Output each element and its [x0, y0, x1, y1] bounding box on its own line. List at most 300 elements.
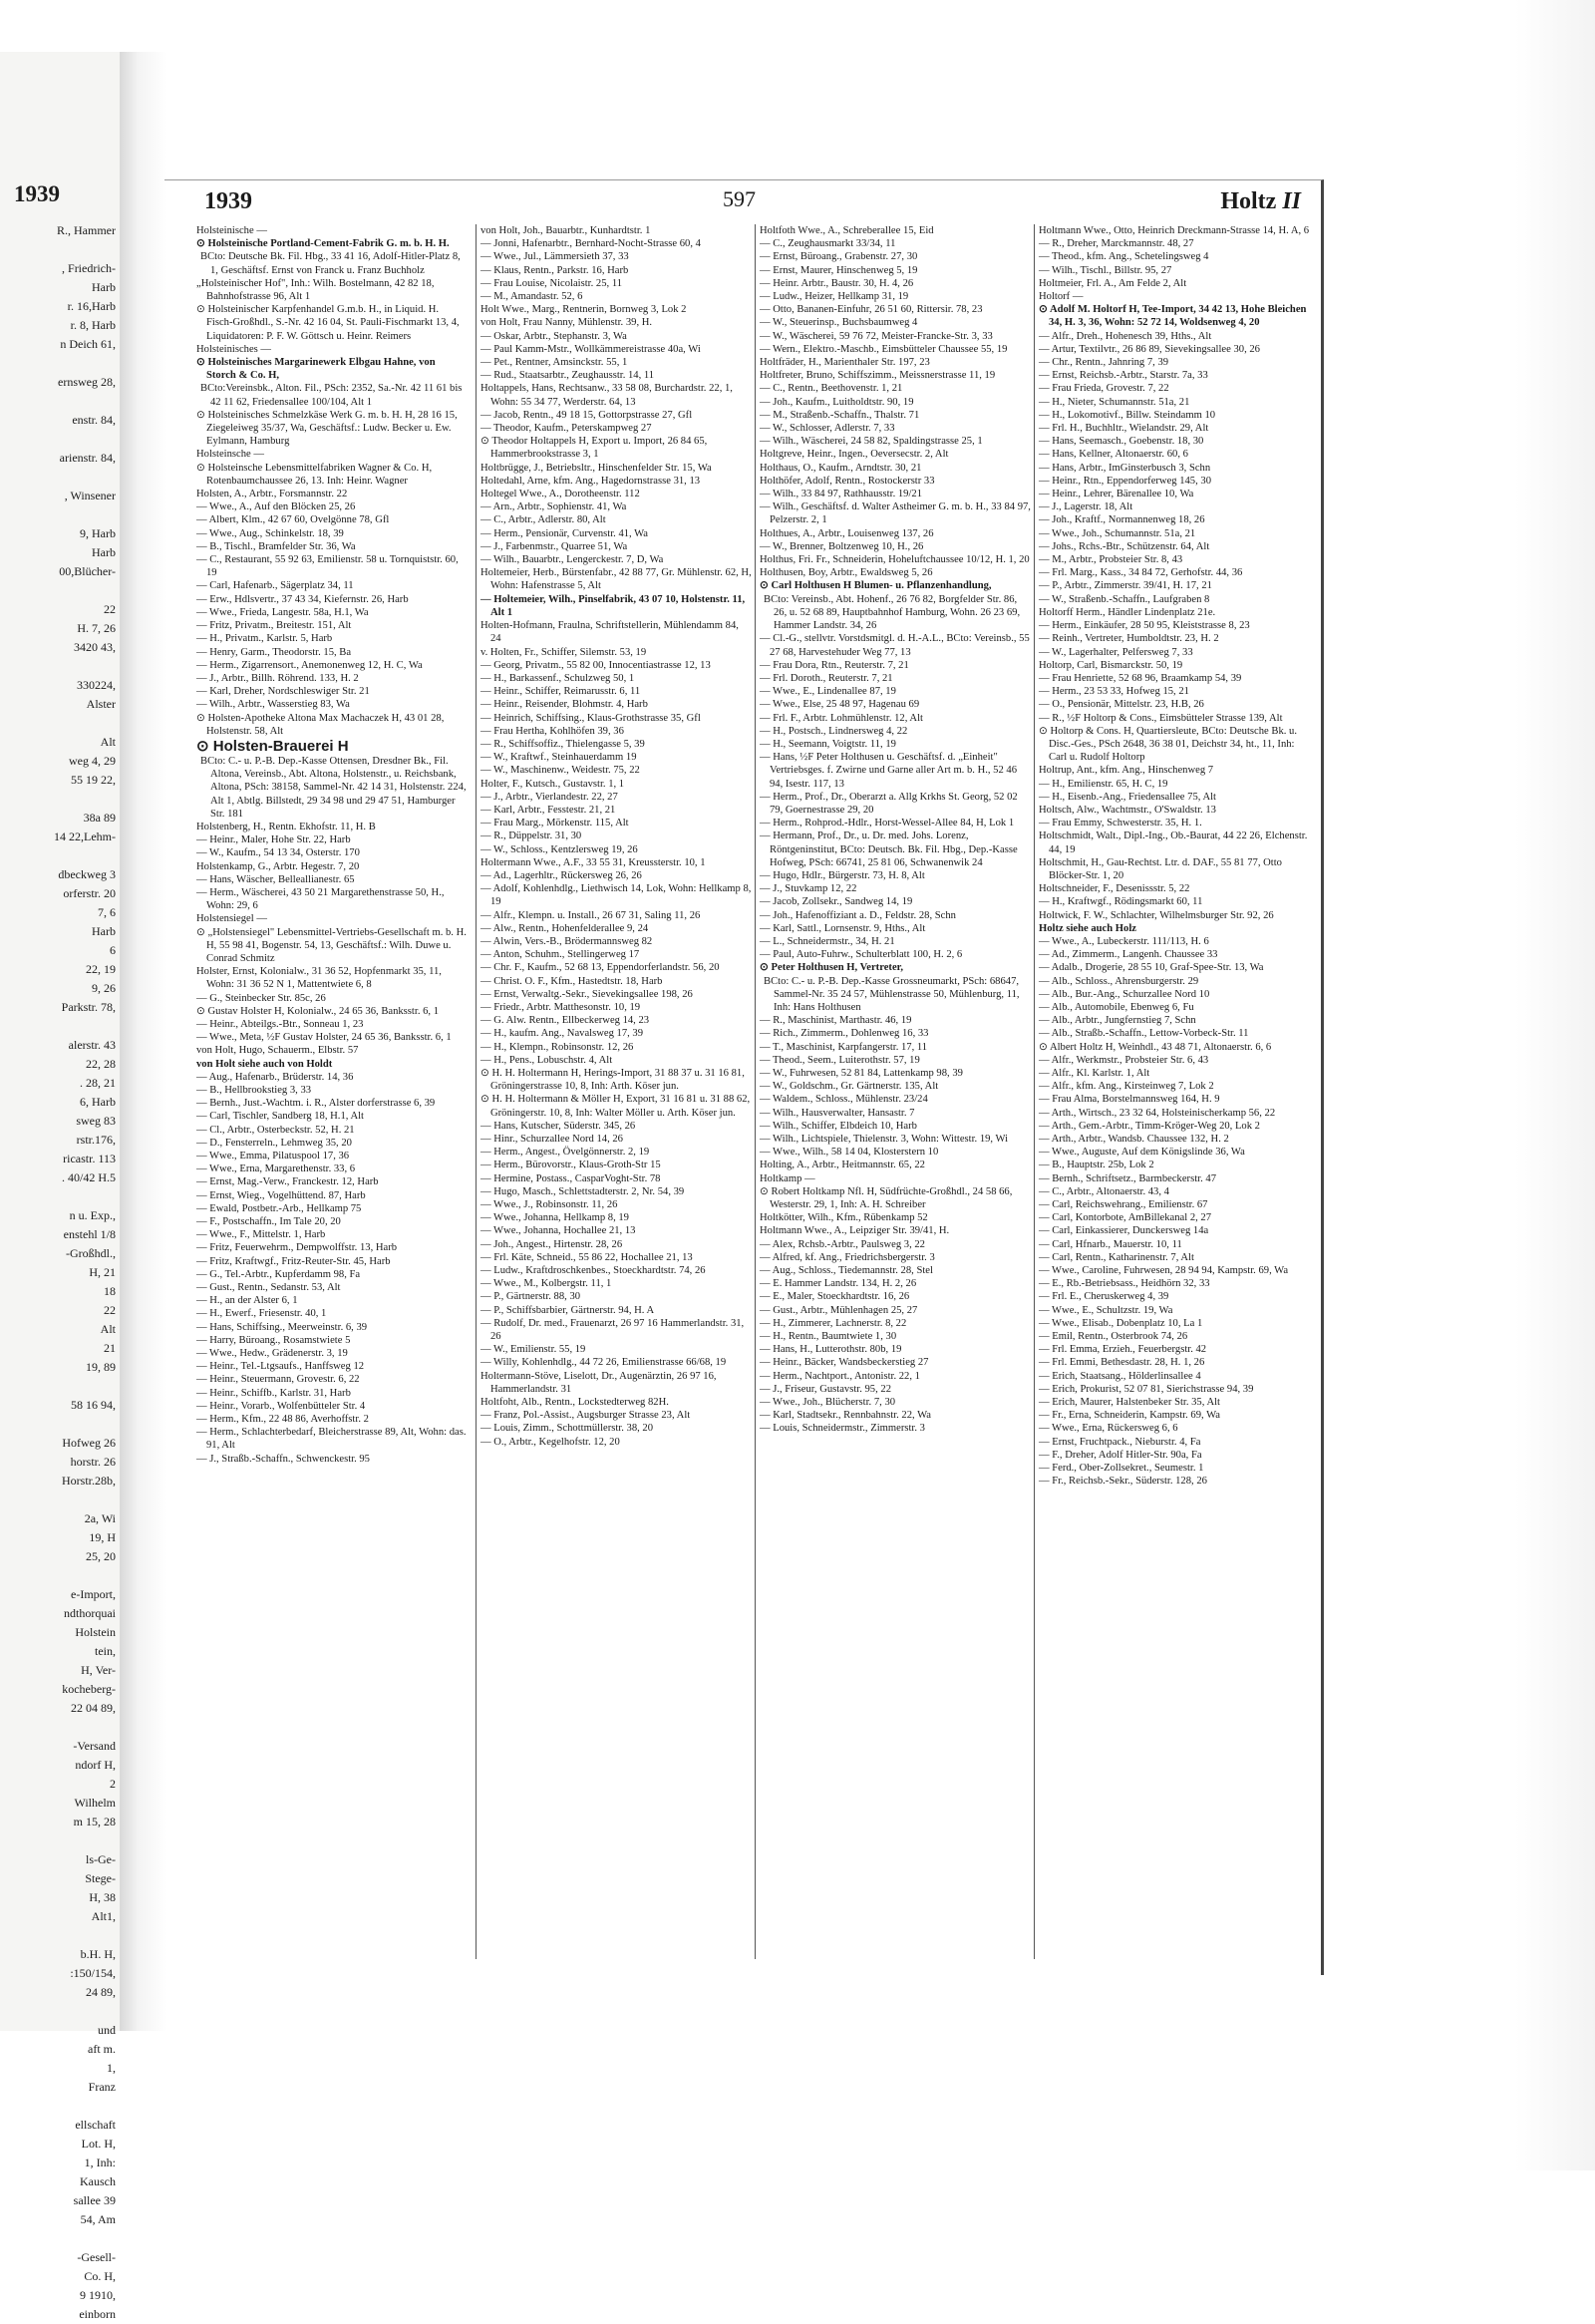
- previous-page-line: 19, H: [89, 1530, 116, 1544]
- directory-entry: Holthaus, O., Kaufm., Arndtstr. 30, 21: [760, 462, 922, 474]
- directory-entry: — Hinr., Schurzallee Nord 14, 26: [480, 1134, 623, 1146]
- directory-entry: — Heinr., Bäcker, Wandsbeckerstieg 27: [760, 1357, 929, 1369]
- previous-page-line: [0, 581, 118, 600]
- previous-page-line: 9 1910,: [80, 2288, 116, 2302]
- directory-entry: — Jonni, Hafenarbtr., Bernhard-Nocht-Strasse 60, 4: [480, 238, 701, 250]
- directory-entry: Holten-Hofmann, Fraulna, Schriftstellerin, Mühlendamm 84, 24: [480, 620, 739, 645]
- directory-entry: — W., Schlosser, Adlerstr. 7, 33: [760, 423, 895, 435]
- directory-entry: — Wilh., Lichtspiele, Thielenstr. 3, Wohn: Wittestr. 19, Wi: [760, 1134, 1009, 1146]
- previous-page-line: Lot. H,: [81, 2137, 116, 2151]
- directory-entry: — O., Arbtr., Kegelhofstr. 12, 20: [480, 1436, 620, 1448]
- directory-entry: — H., Emilienstr. 65, H. C, 19: [1039, 778, 1168, 790]
- directory-entry: — Heinrich, Schiffsing., Klaus-Grothstrasse 35, Gfl: [480, 712, 701, 724]
- directory-entry: — Ernst, Reichsb.-Arbtr., Starstr. 7a, 33: [1039, 370, 1208, 382]
- previous-page-line: , Winsener: [64, 489, 116, 502]
- directory-entry: — Wilh., Geschäftsf. d. Walter Astheimer G. m. b. H., 33 84 97, Pelzerstr. 2, 1: [760, 501, 1031, 526]
- directory-entry: — E., Rb.-Betriebsass., Heidhörn 32, 33: [1039, 1278, 1210, 1290]
- previous-page-line: [0, 846, 118, 865]
- previous-page-line: r. 16,Harb: [67, 299, 116, 313]
- directory-entry: — Chr., Rentn., Jahnring 7, 39: [1039, 357, 1169, 369]
- directory-entry: — Chr. F., Kaufm., 52 68 13, Eppendorferlandstr. 56, 20: [480, 962, 720, 974]
- directory-entry: — W., Fuhrwesen, 52 81 84, Lattenkamp 98, 39: [760, 1068, 963, 1079]
- directory-entry: — Alw., Rentn., Hohenfelderallee 9, 24: [480, 922, 649, 934]
- directory-entry: Holthusen, Boy, Arbtr., Ewaldsweg 5, 26: [760, 567, 933, 579]
- directory-entry: — Frau Dora, Rtn., Reuterstr. 7, 21: [760, 659, 909, 671]
- directory-entry: — Herm., 23 53 33, Hofweg 15, 21: [1039, 686, 1189, 698]
- directory-entry: — Fritz, Feuerwehrm., Dempwolffstr. 13, Harb: [196, 1242, 398, 1254]
- directory-entry: Holsteinisches —: [196, 343, 272, 355]
- directory-entry: Holtedahl, Arne, kfm. Ang., Hagedornstrasse 31, 13: [480, 475, 701, 487]
- directory-entry: — Wwe., M., Kolbergstr. 11, 1: [480, 1278, 612, 1290]
- directory-entry: — Alfr., Kl. Karlstr. 1, Alt: [1039, 1068, 1150, 1079]
- directory-entry: — Bernh., Just.-Wachtm. i. R., Alster dorferstrasse 6, 39: [196, 1098, 436, 1110]
- directory-entry: — Herm., Zigarrensort., Anemonenweg 12, H. C, Wa: [196, 659, 423, 671]
- directory-entry: — Cl., Arbtr., Osterbeckstr. 52, H. 21: [196, 1124, 355, 1136]
- directory-entry: — Hans, Arbtr., ImGinsterbusch 3, Schn: [1039, 462, 1211, 474]
- previous-page-line: Alster: [86, 697, 116, 711]
- directory-entry: — Wilh., Wäscherei, 24 58 82, Spaldingstrasse 25, 1: [760, 436, 983, 448]
- directory-entry: — Heinr., Reisender, Blohmstr. 4, Harb: [480, 699, 648, 711]
- previous-page-line: n Deich 61,: [60, 337, 116, 351]
- running-head: [1220, 188, 1301, 215]
- previous-page-line: 38a 89: [83, 811, 116, 825]
- directory-entry: — Herm., Pensionär, Curvenstr. 41, Wa: [480, 527, 649, 539]
- directory-entry: ⊙ Holsteinsche Lebensmittelfabriken Wagner & Co. H, Rotenbaumchaussee 26, 13. Inh: Heinr. Wagner: [196, 462, 433, 487]
- directory-entry: — Wwe., Aug., Schinkelstr. 18, 39: [196, 527, 344, 539]
- directory-entry: — Friedr., Arbtr. Matthesonstr. 10, 19: [480, 1001, 641, 1013]
- directory-entry: — Herm., Schlachterbedarf, Bleicherstrasse 89, Alt, Wohn: das. 91, Alt: [196, 1427, 467, 1452]
- directory-entry: — Alfr., Klempn. u. Install., 26 67 31, Saling 11, 26: [480, 909, 701, 921]
- page-header: [164, 180, 1321, 220]
- directory-entry: — Karl, Dreher, Nordschleswiger Str. 21: [196, 686, 370, 698]
- directory-entry: — W., Maschinenw., Weidestr. 75, 22: [480, 765, 640, 777]
- directory-entry: — H., Postsch., Lindnersweg 4, 22: [760, 725, 908, 737]
- previous-page-line: sweg 83: [76, 1114, 116, 1128]
- previous-page-line: -Versand: [73, 1739, 116, 1753]
- directory-entry: — Alb., Bur.-Ang., Schurzallee Nord 10: [1039, 988, 1210, 1000]
- directory-entry: — Alfred, kf. Ang., Friedrichsbergerstr. 3: [760, 1251, 935, 1263]
- previous-page-line: 7, 6: [98, 905, 116, 919]
- previous-page-line: 9, Harb: [80, 526, 116, 540]
- directory-entry: — Herm., Kfm., 22 48 86, Averhoffstr. 2: [196, 1414, 369, 1426]
- directory-entry: — Frau Henriette, 52 68 96, Braamkamp 54, 39: [1039, 672, 1242, 684]
- directory-entry: — Ludw., Kraftdroschkenbes., Stoeckhardtstr. 74, 26: [480, 1265, 706, 1277]
- directory-entry: — Fritz, Kraftwgf., Fritz-Reuter-Str. 45, Harb: [196, 1255, 391, 1267]
- directory-entry: — F., Dreher, Adolf Hitler-Str. 90a, Fa: [1039, 1449, 1202, 1461]
- directory-entry: — R., Düppelstr. 31, 30: [480, 830, 582, 842]
- directory-entry: — Erich, Staatsang., Hölderlinsallee 4: [1039, 1370, 1201, 1382]
- directory-entry: — Frl. Emmi, Bethesdastr. 28, H. 1, 26: [1039, 1357, 1205, 1369]
- directory-entry: — Alb., Automobile, Ebenweg 6, Fu: [1039, 1001, 1194, 1013]
- previous-page-line: 6, Harb: [80, 1095, 116, 1109]
- column-2: [476, 224, 752, 1959]
- directory-entry: — Ad., Zimmerm., Langenh. Chaussee 33: [1039, 949, 1218, 961]
- directory-entry: — Ernst, Maurer, Hinschenweg 5, 19: [760, 264, 918, 276]
- previous-page-line: Holstein: [75, 1625, 116, 1639]
- previous-page-line: [0, 392, 118, 411]
- directory-entry: — Wwe., F., Mittelstr. 1, Harb: [196, 1229, 326, 1241]
- previous-page-line: ndorf H,: [75, 1758, 116, 1772]
- directory-entry: — Rudolf, Dr. med., Frauenarzt, 26 97 16 Hammerlandstr. 31, 26: [480, 1317, 745, 1343]
- previous-page-line: [0, 1926, 118, 1945]
- directory-entry: — Hans, H., Lutterothstr. 80b, 19: [760, 1344, 902, 1356]
- directory-entry: Holsten, A., Arbtr., Forsmannstr. 22: [196, 489, 348, 500]
- previous-page-line: 14 22,Lehm-: [54, 830, 116, 843]
- previous-page-line: [0, 1566, 118, 1585]
- previous-page-line: 330224,: [77, 678, 116, 692]
- directory-entry: Holsteinsche —: [196, 449, 264, 461]
- directory-entry: — Ernst, Verwaltg.-Sekr., Sievekingsallee 198, 26: [480, 988, 693, 1000]
- directory-entry: — Frl. E., Cheruskerweg 4, 39: [1039, 1291, 1169, 1303]
- directory-entry: — Ludw., Heizer, Hellkamp 31, 19: [760, 291, 909, 303]
- directory-entry: — Wilh., Bauarbtr., Lengerckestr. 7, D, Wa: [480, 554, 664, 566]
- previous-page-line: [0, 1187, 118, 1206]
- previous-page-line: Horstr.28b,: [62, 1474, 116, 1488]
- previous-page-line: [0, 1491, 118, 1509]
- header-year: 1939: [204, 188, 252, 214]
- previous-page-line: [0, 240, 118, 259]
- previous-page-line: 55 19 22,: [71, 773, 116, 787]
- directory-entry: — Heinr., Vorarb., Wolfenbütteler Str. 4: [196, 1400, 366, 1412]
- directory-entry: — J., Friseur, Gustavstr. 95, 22: [760, 1383, 891, 1395]
- directory-entry: — B., Hellbrookstieg 3, 33: [196, 1085, 312, 1096]
- directory-entry: — Joh., Kaufm., Luitholdtstr. 90, 19: [760, 396, 914, 408]
- previous-page-line: 25, 20: [86, 1549, 116, 1563]
- previous-page-line: [0, 468, 118, 487]
- directory-entry: Holtfoth Wwe., A., Schreberallee 15, Eid: [760, 225, 934, 236]
- directory-entry: ⊙ Holsten-Apotheke Altona Max Machaczek H, 43 01 28, Holstenstr. 58, Alt: [196, 712, 445, 737]
- directory-entry: — W., Straßenb.-Schaffn., Laufgraben 8: [1039, 593, 1210, 605]
- directory-entry: — Wilh., Hausverwalter, Hansastr. 7: [760, 1107, 915, 1119]
- directory-entry: — Alb., Schloss., Ahrensburgerstr. 29: [1039, 975, 1199, 987]
- directory-entry: — C., Restaurant, 55 92 63, Emilienstr. 58 u. Tornquiststr. 60, 19: [196, 554, 459, 579]
- previous-page-line: 9, 26: [92, 981, 116, 995]
- directory-entry: — H., an der Alster 6, 1: [196, 1295, 298, 1307]
- previous-page-line: Alt: [100, 735, 116, 749]
- directory-entry: — Fritz, Privatm., Breitestr. 151, Alt: [196, 620, 352, 632]
- directory-entry: — O., Pensionär, Mittelstr. 23, H.B, 26: [1039, 699, 1204, 711]
- previous-page-line: ricastr. 113: [63, 1152, 116, 1165]
- directory-columns: [196, 224, 1311, 1959]
- directory-entry: — Frau Marg., Mörkenstr. 115, Alt: [480, 818, 629, 830]
- directory-entry: — Willy, Kohlenhdlg., 44 72 26, Emilienstrasse 66/68, 19: [480, 1357, 727, 1369]
- directory-entry: BCto: C.- u. P.-B. Dep.-Kasse Ottensen, Dresdner Bk., Fil. Altona, Vereinsb., Abt. Altona, Holstenstr., u. Reichsbank, Altona, PSch: 38158, Sammel-Nr. 42 14 31, Holstenstr. 224, Alt 1, Abtlg. Billstedt, 29 34 98 und 29 47 51, Hamburger Str. 181: [200, 755, 467, 820]
- previous-page-line: einborn: [79, 2307, 116, 2321]
- directory-entry: Holtermann-Stöve, Liselott, Dr., Augenärztin, 26 97 16, Hammerlandstr. 31: [480, 1370, 717, 1395]
- directory-entry: — Herm., Rohprod.-Hdlr., Horst-Wessel-Allee 84, H, Lok 1: [760, 818, 1015, 830]
- directory-entry: — Joh., Angest., Hirtenstr. 28, 26: [480, 1238, 623, 1250]
- directory-entry: — Alfr., Werkmstr., Probsteier Str. 6, 43: [1039, 1054, 1209, 1066]
- directory-entry: von Holt, Joh., Bauarbtr., Kunhardtstr. 1: [480, 225, 651, 236]
- previous-page-line: tein,: [95, 1644, 116, 1658]
- directory-entry: — W., Schloss., Kentzlersweg 19, 26: [480, 843, 638, 855]
- directory-entry: — J., Arbtr., Vierlandestr. 22, 27: [480, 791, 618, 803]
- previous-page-line: Alt1,: [91, 1909, 116, 1923]
- directory-entry: — W., Kraftwf., Steinhauerdamm 19: [480, 752, 637, 764]
- directory-entry: Holtgreve, Heinr., Ingen., Oeversecstr. 2, Alt: [760, 449, 949, 461]
- previous-page-line: Stege-: [85, 1871, 116, 1885]
- directory-entry: ⊙ Gustav Holster H, Kolonialw., 24 65 36, Banksstr. 6, 1: [196, 1005, 440, 1017]
- directory-entry: — Jacob, Rentn., 49 18 15, Gottorpstrasse 27, Gfl: [480, 409, 693, 421]
- previous-page-line: n u. Exp.,: [69, 1208, 116, 1222]
- previous-page-line: Hofweg 26: [62, 1436, 116, 1450]
- directory-entry: — Hermine, Postass., CasparVoght-Str. 78: [480, 1172, 661, 1184]
- directory-entry: — Christ. O. F., Kfm., Hastedtstr. 18, Harb: [480, 975, 663, 987]
- directory-entry: Holtrup, Ant., kfm. Ang., Hinschenweg 7: [1039, 765, 1214, 777]
- directory-entry: — Wwe., Erna, Rückersweg 6, 6: [1039, 1423, 1178, 1435]
- directory-entry: — Alwin, Vers.-B., Brödermannsweg 82: [480, 935, 653, 947]
- directory-entry: — Alb., Straßb.-Schaffn., Lettow-Vorbeck-Str. 11: [1039, 1028, 1249, 1040]
- previous-page-line: 1, Inh:: [84, 2156, 116, 2169]
- directory-entry: — Paul Kamm-Mstr., Wollkämmereistrasse 40a, Wi: [480, 343, 701, 355]
- directory-entry: — Franz, Pol.-Assist., Augsburger Strasse 23, Alt: [480, 1410, 691, 1422]
- directory-entry: — Frau Louise, Nicolaistr. 25, 11: [480, 277, 623, 289]
- previous-page-line: [0, 2002, 118, 2021]
- previous-page-line: H, 21: [89, 1265, 116, 1279]
- previous-page-line: Harb: [92, 545, 116, 559]
- directory-entry: — W., Emilienstr. 55, 19: [480, 1344, 586, 1356]
- directory-entry: — Fr., Reichsb.-Sekr., Süderstr. 128, 26: [1039, 1476, 1207, 1488]
- previous-page-line: Co. H,: [84, 2269, 116, 2283]
- directory-entry: — Frau Frieda, Grovestr. 7, 22: [1039, 383, 1169, 395]
- previous-page-line: arienstr. 84,: [59, 451, 116, 465]
- directory-entry: — Wilh., 33 84 97, Rathhausstr. 19/21: [760, 489, 922, 500]
- directory-entry: — Heinr., Lehrer, Bärenallee 10, Wa: [1039, 489, 1194, 500]
- previous-page-line: ls-Ge-: [86, 1852, 116, 1866]
- directory-entry: ⊙ Holtorp & Cons. H, Quartiersleute, BCto: Deutsche Bk. u. Disc.-Ges., PSch 2648, 36 38 01, Deichstr 34, ht., 11, Inh: Carl u. Rudolf Holtorp: [1039, 725, 1297, 764]
- directory-entry: — Heinr. Arbtr., Baustr. 30, H. 4, 26: [760, 277, 914, 289]
- directory-entry: — Heinr., Maler, Hohe Str. 22, Harb: [196, 834, 351, 846]
- directory-entry: Holtemeier, Herb., Bürstenfabr., 42 88 77, Gr. Mühlenstr. 62, H, Wohn: Hafenstrasse 5, Alt: [480, 567, 752, 592]
- directory-entry: — Herm., Prof., Dr., Oberarzt a. Allg Krkhs St. Georg, 52 02 79, Goernestrasse 29, 20: [760, 791, 1018, 816]
- previous-page-line: 54, Am: [80, 2212, 116, 2226]
- directory-entry: — H., Nieter, Schumannstr. 51a, 21: [1039, 396, 1190, 408]
- directory-entry: — W., Steuerinsp., Buchsbaumweg 4: [760, 317, 918, 329]
- directory-entry: — Ad., Lagerhltr., Rückersweg 26, 26: [480, 869, 642, 881]
- directory-entry: Holtschmidt, Walt., Dipl.-Ing., Ob.-Baurat, 44 22 26, Elchenstr. 44, 19: [1039, 830, 1308, 855]
- previous-page-line: 2: [110, 1777, 116, 1791]
- directory-entry: — Joh., Hafenoffiziant a. D., Feldstr. 28, Schn: [760, 909, 956, 921]
- directory-entry: Holtorp, Carl, Bismarckstr. 50, 19: [1039, 659, 1183, 671]
- directory-entry: ⊙ Holsteinische Portland-Cement-Fabrik G. m. b. H. H.: [196, 238, 450, 250]
- directory-entry: — R., Maschinist, Marthastr. 46, 19: [760, 1015, 912, 1027]
- directory-entry: — P., Gärtnerstr. 88, 30: [480, 1291, 581, 1303]
- previous-page-line: 6: [110, 943, 116, 957]
- directory-entry: — Wwe., Johanna, Hellkamp 8, 19: [480, 1212, 629, 1224]
- previous-page-line: [0, 1831, 118, 1850]
- directory-entry: — Wwe., Frieda, Langestr. 58a, H.1, Wa: [196, 606, 369, 618]
- previous-page-line: enstr. 84,: [72, 413, 116, 427]
- previous-page-line: [0, 354, 118, 373]
- directory-entry: — Paul, Auto-Fuhrw., Schulterblatt 100, H. 2, 6: [760, 949, 963, 961]
- directory-entry: — J., Straßb.-Schaffn., Schwenckestr. 95: [196, 1453, 370, 1465]
- previous-page-line: 22: [104, 602, 116, 616]
- previous-page-line: b.H. H,: [80, 1947, 116, 1961]
- directory-entry: ⊙ H. H. Holtermann H, Herings-Import, 31 88 37 u. 31 16 81, Gröningerstrasse 10, 8, Inh: Arth. Köser jun.: [480, 1068, 745, 1093]
- directory-entry: — Wwe., E., Schultzstr. 19, Wa: [1039, 1304, 1173, 1316]
- directory-entry: — R., Dreher, Marckmannstr. 48, 27: [1039, 238, 1194, 250]
- previous-page-line: enstehl 1/8: [63, 1227, 116, 1241]
- previous-page-line: [0, 2229, 118, 2248]
- directory-entry: ⊙ Albert Holtz H, Weinhdl., 43 48 71, Altonaerstr. 6, 6: [1039, 1041, 1272, 1053]
- directory-entry: — Carl, Rentn., Katharinenstr. 7, Alt: [1039, 1251, 1194, 1263]
- directory-entry: — T., Maschinist, Karpfangerstr. 17, 11: [760, 1041, 928, 1053]
- previous-page-line: kocheberg-: [62, 1682, 116, 1696]
- previous-page-line: orferstr. 20: [63, 886, 116, 900]
- directory-entry: — Hans, Seemasch., Goebenstr. 18, 30: [1039, 436, 1204, 448]
- directory-entry: v. Holten, Fr., Schiffer, Silemstr. 53, 19: [480, 646, 647, 658]
- directory-entry: Holtegel Wwe., A., Dorotheenstr. 112: [480, 489, 640, 500]
- directory-entry: — Cl.-G., stellvtr. Vorstdsmitgl. d. H.-A.L., BCto: Vereinsb., 55 27 68, Harvestehuder Weg 77, 13: [760, 633, 1030, 658]
- directory-entry: — Hans, ½F Peter Holthusen u. Geschäftsf. d. „Einheit" Vertriebsges. f. Zwirne und Garne aller Art m. b. H., 52 46 94, Isestr. 117, 13: [760, 752, 1018, 790]
- directory-entry: — Herm., Einkäufer, 28 50 95, Kleiststrasse 8, 23: [1039, 620, 1250, 632]
- directory-entry: Holsteinische —: [196, 225, 267, 236]
- directory-entry: — G., Tel.-Arbtr., Kupferdamm 98, Fa: [196, 1268, 361, 1280]
- directory-entry: — Wwe., Caroline, Fuhrwesen, 28 94 94, Kampstr. 69, Wa: [1039, 1265, 1289, 1277]
- directory-entry: — Karl, Stadtsekr., Rennbahnstr. 22, Wa: [760, 1410, 931, 1422]
- directory-entry: — Emil, Rentn., Osterbrook 74, 26: [1039, 1331, 1188, 1343]
- previous-page-line: H, Ver-: [81, 1663, 116, 1677]
- previous-page-line: Franz: [88, 2080, 116, 2094]
- directory-entry: — Arn., Arbtr., Sophienstr. 41, Wa: [480, 501, 627, 513]
- previous-page-line: ellschaft: [75, 2118, 116, 2132]
- directory-entry: — Erw., Hdlsvertr., 37 43 34, Kiefernstr. 26, Harb: [196, 593, 409, 605]
- directory-entry: ⊙ Carl Holthusen H Blumen- u. Pflanzenhandlung,: [760, 580, 992, 592]
- directory-entry: — H., Pens., Lobuschstr. 4, Alt: [480, 1054, 613, 1066]
- directory-entry: — Arth., Gem.-Arbtr., Timm-Kröger-Weg 20, Lok 2: [1039, 1120, 1260, 1132]
- previous-page-line: [0, 2097, 118, 2116]
- directory-entry: — Ernst, Wieg., Vogelhüttend. 87, Harb: [196, 1189, 366, 1201]
- directory-entry: ⊙ Theodor Holtappels H, Export u. Import, 26 84 65, Hammerbrookstrasse 3, 1: [480, 436, 708, 461]
- directory-entry: — Alfr., kfm. Ang., Kirsteinweg 7, Lok 2: [1039, 1081, 1214, 1093]
- directory-entry: — Herm., Angest., Övelgönnerstr. 2, 19: [480, 1147, 650, 1159]
- directory-entry: Holt Wwe., Marg., Rentnerin, Bornweg 3, Lok 2: [480, 304, 687, 316]
- directory-entry: — B., Hauptstr. 25b, Lok 2: [1039, 1160, 1154, 1171]
- page-number: 597: [723, 186, 756, 211]
- directory-entry: — C., Arbtr., Adlerstr. 80, Alt: [480, 514, 606, 526]
- directory-entry: — Frl. H., Buchhltr., Wielandstr. 29, Alt: [1039, 423, 1209, 435]
- previous-page-line: weg 4, 29: [69, 754, 116, 768]
- directory-entry: — Wwe., Auguste, Auf dem Königslinde 36, Wa: [1039, 1147, 1245, 1159]
- previous-page-lines: [0, 221, 118, 2324]
- directory-entry: — Wwe., Hedw., Grädenerstr. 3, 19: [196, 1348, 348, 1360]
- directory-entry: — Waldem., Schloss., Mühlenstr. 23/24: [760, 1094, 928, 1106]
- directory-entry: — C., Zeughausmarkt 33/34, 11: [760, 238, 896, 250]
- directory-entry: — H., Ewerf., Friesenstr. 40, 1: [196, 1308, 327, 1320]
- directory-entry: ⊙ Holsteinisches Schmelzkäse Werk G. m. b. H. H, 28 16 15, Ziegeleiweg 35/37, Wa, Geschäftsf.: Ludw. Becker u. Ew. Eylmann, Hamburg: [196, 409, 458, 448]
- directory-entry: Holstenkamp, G., Arbtr. Hegestr. 7, 20: [196, 860, 360, 872]
- directory-entry: ⊙ H. H. Holtermann & Möller H, Export, 31 16 81 u. 31 88 62, Gröningerstr. 10, 8, Inh: Walter Möller u. Arth. Köser jun.: [480, 1094, 751, 1119]
- directory-entry: — Wwe., Meta, ½F Gustav Holster, 24 65 36, Banksstr. 6, 1: [196, 1032, 452, 1044]
- directory-entry: — J., Lagerstr. 18, Alt: [1039, 501, 1133, 513]
- directory-entry: — H., Rentn., Baumtwiete 1, 30: [760, 1331, 897, 1343]
- previous-page-line: -Großhdl.,: [66, 1246, 116, 1260]
- directory-entry: Holting, A., Arbtr., Heitmannstr. 65, 22: [760, 1160, 925, 1171]
- previous-page-line: sallee 39: [73, 2193, 116, 2207]
- directory-entry: — Adolf, Kohlenhdlg., Liethwisch 14, Lok, Wohn: Hellkamp 8, 19: [480, 883, 752, 908]
- directory-entry: — Frl. Doroth., Reuterstr. 7, 21: [760, 672, 893, 684]
- directory-entry: — C., Rentn., Beethovenstr. 1, 21: [760, 383, 903, 395]
- previous-page-line: 21: [104, 1341, 116, 1355]
- directory-entry: Holtorff Herm., Händler Lindenplatz 21e.: [1039, 606, 1216, 618]
- directory-entry: Holtbrügge, J., Betriebsltr., Hinschenfelder Str. 15, Wa: [480, 462, 712, 474]
- column-4: [1034, 224, 1310, 1959]
- directory-entry: — Heinr., Schiffb., Karlstr. 31, Harb: [196, 1387, 351, 1399]
- previous-page-line: H, 38: [89, 1890, 116, 1904]
- previous-page-line: 58 16 94,: [71, 1398, 116, 1412]
- directory-entry: Holtfreter, Bruno, Schiffszimm., Meissnerstrasse 11, 19: [760, 370, 996, 382]
- directory-entry: — Wwe., A., Lubeckerstr. 111/113, H. 6: [1039, 935, 1209, 947]
- previous-page-line: 22, 28: [86, 1057, 116, 1071]
- directory-entry: — H., Seemann, Voigtstr. 11, 19: [760, 738, 896, 750]
- previous-page-line: [0, 790, 118, 809]
- directory-entry: — Frl. Käte, Schneid., 55 86 22, Hochallee 21, 13: [480, 1251, 693, 1263]
- previous-page-line: ndthorquai: [64, 1606, 116, 1620]
- running-head-name: Holtz: [1220, 188, 1277, 214]
- directory-entry: Holtfoht, Alb., Rentn., Lockstedterweg 82H.: [480, 1397, 669, 1409]
- directory-entry: — Holtemeier, Wilh., Pinselfabrik, 43 07 10, Holstenstr. 11, Alt 1: [480, 593, 746, 618]
- directory-entry: — Carl, Reichswehrang., Emilienstr. 67: [1039, 1199, 1208, 1211]
- previous-page-line: [0, 1377, 118, 1396]
- directory-entry: — Frau Hertha, Kohlhöfen 39, 36: [480, 725, 624, 737]
- directory-entry: — Hans, Schiffsing., Meerweinstr. 6, 39: [196, 1321, 368, 1333]
- directory-entry: — P., Arbtr., Zimmerstr. 39/41, H. 17, 21: [1039, 580, 1212, 592]
- directory-entry: ⊙ Holsteinisches Margarinewerk Elbgau Hahne, von Storch & Co. H,: [196, 357, 436, 382]
- previous-page-line: Harb: [92, 924, 116, 938]
- directory-entry: — H., Privatm., Karlstr. 5, Harb: [196, 633, 333, 645]
- previous-page-line: 1,: [107, 2061, 116, 2075]
- directory-entry: Holtwick, F. W., Schlachter, Wilhelmsburger Str. 92, 26: [1039, 909, 1274, 921]
- directory-entry: — Heinr., Steuermann, Grovestr. 6, 22: [196, 1374, 360, 1386]
- previous-page-line: 22: [104, 1303, 116, 1317]
- directory-entry: — Wwe., E., Lindenallee 87, 19: [760, 686, 896, 698]
- directory-entry: — W., Goldschm., Gr. Gärtnerstr. 135, Alt: [760, 1081, 939, 1093]
- directory-entry: — Harry, Büroang., Rosamstwiete 5: [196, 1334, 351, 1346]
- directory-entry: Holtappels, Hans, Rechtsanw., 33 58 08, Burchardstr. 22, 1, Wohn: 55 34 77, Werderstr. 64, 13: [480, 383, 733, 408]
- directory-entry: Holter, F., Kutsch., Gustavstr. 1, 1: [480, 778, 625, 790]
- directory-entry: — Heinr., Schiffer, Reimarusstr. 6, 11: [480, 686, 641, 698]
- directory-entry: — Herm., Nachtport., Antonistr. 22, 1: [760, 1370, 920, 1382]
- directory-entry: — Henry, Garm., Theodorstr. 15, Ba: [196, 646, 352, 658]
- directory-entry: ⊙ Holsteinischer Karpfenhandel G.m.b. H., in Liquid. H. Fisch-Großhdl., S.-Nr. 42 16 04, St. Pauli-Fischmarkt 13, 4, Liquidatoren: P. F. W. Göttsch u. Heinr. Reimers: [196, 304, 460, 342]
- directory-entry: — H., Lokomotivf., Billw. Steindamm 10: [1039, 409, 1216, 421]
- directory-entry: — Alb., Arbtr., Jungfernstieg 7, Schn: [1039, 1015, 1196, 1027]
- directory-entry: — W., Wäscherei, 59 76 72, Meister-Francke-Str. 3, 33: [760, 330, 993, 342]
- previous-page-line: alerstr. 43: [68, 1038, 116, 1052]
- directory-entry: — Carl, Kontorbote, AmBillekanal 2, 27: [1039, 1212, 1212, 1224]
- previous-page-line: [0, 430, 118, 449]
- previous-page-line: -Gesell-: [77, 2250, 116, 2264]
- directory-entry: — Louis, Zimm., Schottmüllerstr. 38, 20: [480, 1423, 654, 1435]
- directory-entry: — Alfr., Dreh., Hohenesch 39, Hths., Alt: [1039, 330, 1212, 342]
- directory-entry: — Erich, Prokurist, 52 07 81, Sierichstrasse 94, 39: [1039, 1383, 1254, 1395]
- directory-entry: — Frau Emmy, Schwesterstr. 35, H. 1.: [1039, 818, 1202, 830]
- directory-entry: — W., Lagerhalter, Pelfersweg 7, 33: [1039, 646, 1193, 658]
- directory-entry: Holtermann Wwe., A.F., 33 55 31, Kreussterstr. 10, 1: [480, 856, 706, 868]
- previous-page-line: 2a, Wi: [84, 1511, 116, 1525]
- directory-entry: — R., ½F Holtorp & Cons., Eimsbütteler Strasse 139, Alt: [1039, 712, 1283, 724]
- directory-entry: ⊙ Robert Holtkamp Nfl. H, Südfrüchte-Großhdl., 24 58 66, Westerstr. 29, 1, Inh: A. H. Schreiber: [760, 1185, 1013, 1211]
- directory-entry: — Hans, Kutscher, Süderstr. 345, 26: [480, 1120, 636, 1132]
- directory-entry: — Johs., Rchs.-Btr., Schützenstr. 64, Alt: [1039, 540, 1210, 552]
- previous-page-line: ernsweg 28,: [58, 375, 116, 389]
- directory-entry: — Gust., Rentn., Sedanstr. 53, Alt: [196, 1282, 341, 1294]
- directory-entry: Holtmann Wwe., Otto, Heinrich Dreckmann-Strasse 14, H. A, 6: [1039, 225, 1310, 236]
- directory-entry: — Wwe., Emma, Pilatuspool 17, 36: [196, 1151, 350, 1162]
- previous-page-line: horstr. 26: [70, 1455, 116, 1469]
- directory-entry: Holtsch, Alw., Wachtmstr., O'Swaldstr. 13: [1039, 804, 1216, 816]
- directory-entry: — H., Eisenb.-Ang., Friedensallee 75, Alt: [1039, 791, 1217, 803]
